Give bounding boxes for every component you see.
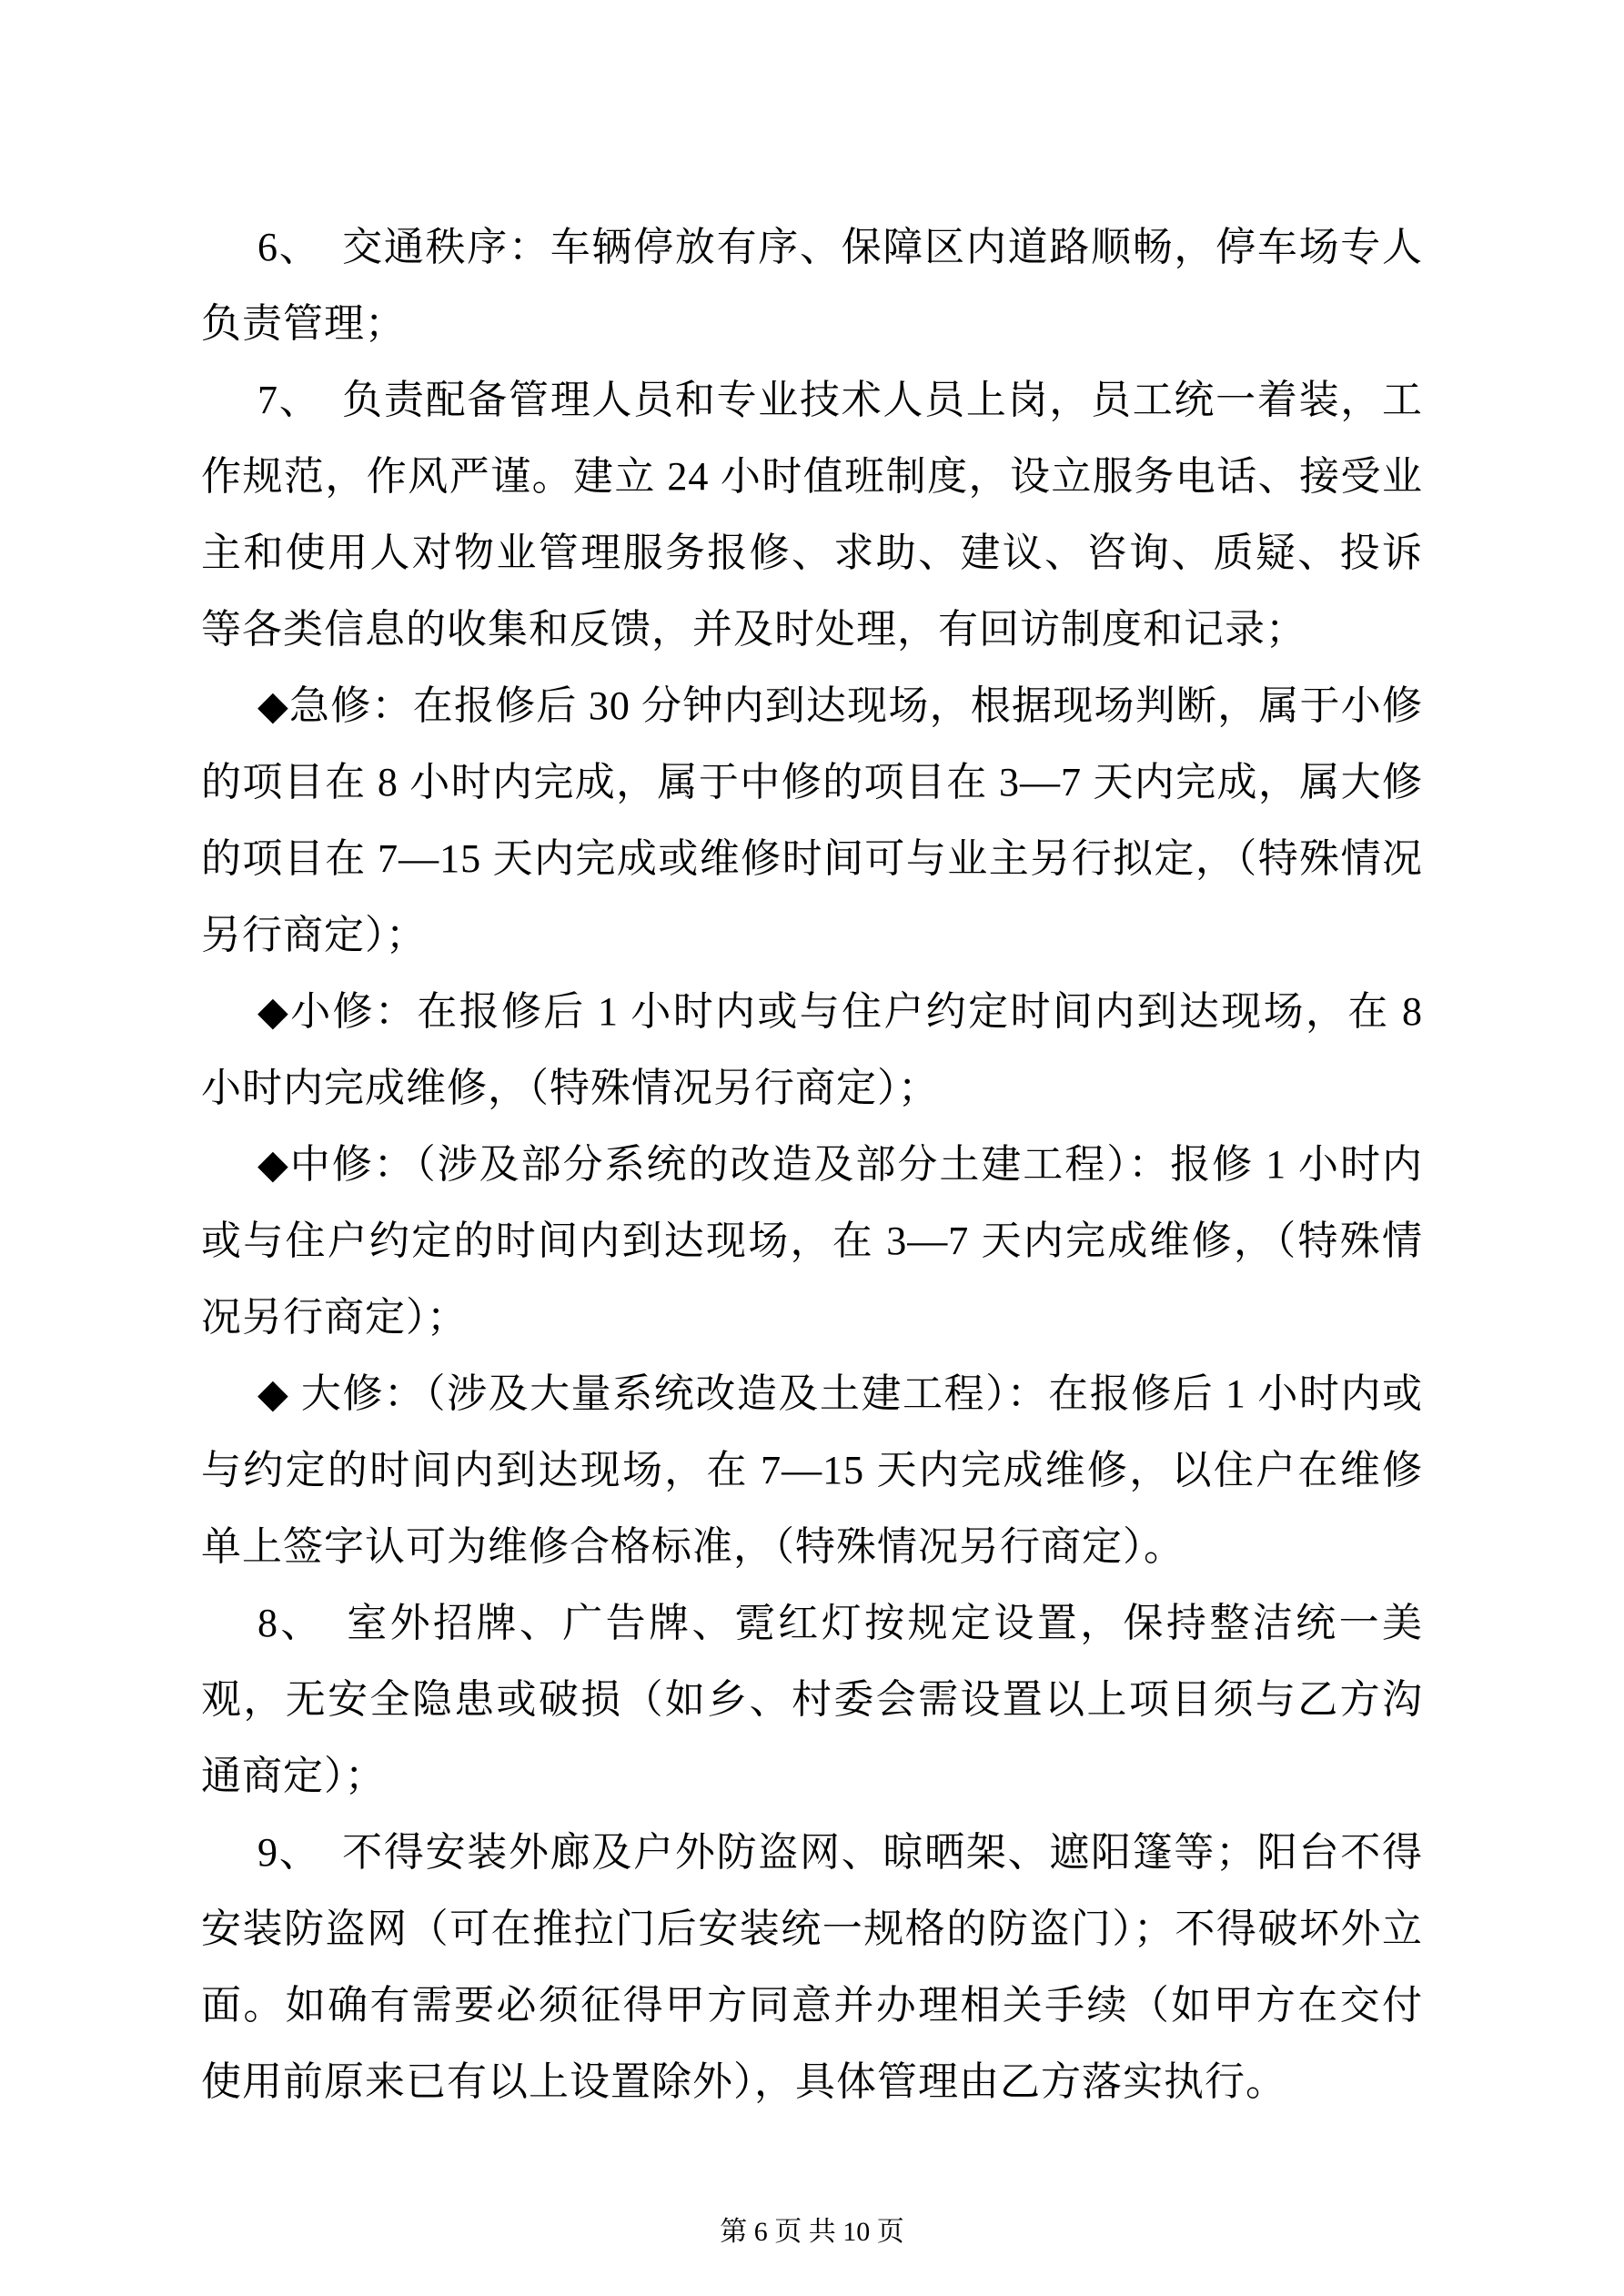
- page-number-footer: 第 6 页 共 10 页: [720, 2217, 904, 2247]
- paragraph-item-7: 7、 负责配备管理人员和专业技术人员上岗，员工统一着装，工作规范，作风严谨。建立 24 小时值班制度，设立服务电话、接受业主和使用人对物业管理服务报修、求助、建议、咨询、质疑、投诉等各类信息的收集和反馈，并及时处理，有回访制度和记录；: [201, 378, 1423, 652]
- paragraph-bullet-minor-repair: ◆小修：在报修后 1 小时内或与住户约定时间内到达现场，在 8 小时内完成维修，（特殊情况另行商定）；: [201, 989, 1423, 1110]
- paragraph-bullet-urgent-repair: ◆急修：在报修后 30 分钟内到达现场，根据现场判断，属于小修的项目在 8 小时内完成，属于中修的项目在 3—7 天内完成，属大修的项目在 7—15 天内完成或维修时间可与业主另行拟定，（特殊情况另行商定）；: [201, 683, 1423, 957]
- paragraph-item-6: 6、 交通秩序：车辆停放有序、保障区内道路顺畅，停车场专人负责管理；: [201, 225, 1423, 346]
- paragraph-item-9: 9、 不得安装外廊及户外防盗网、晾晒架、遮阳篷等；阳台不得安装防盗网（可在推拉门后安装统一规格的防盗门）；不得破坏外立面。如确有需要必须征得甲方同意并办理相关手续（如甲方在交付使用前原来已有以上设置除外），具体管理由乙方落实执行。: [201, 1830, 1423, 2104]
- paragraph-bullet-major-repair: ◆ 大修：（涉及大量系统改造及土建工程）：在报修后 1 小时内或与约定的时间内到达现场，在 7—15 天内完成维修，以住户在维修单上签字认可为维修合格标准，（特殊情况另行商定）。: [201, 1371, 1423, 1569]
- paragraph-bullet-medium-repair: ◆中修：（涉及部分系统的改造及部分土建工程）：报修 1 小时内或与住户约定的时间内到达现场，在 3—7 天内完成维修，（特殊情况另行商定）；: [201, 1142, 1423, 1340]
- paragraph-item-8: 8、 室外招牌、广告牌、霓红灯按规定设置，保持整洁统一美观，无安全隐患或破损（如乡、村委会需设置以上项目须与乙方沟通商定）；: [201, 1601, 1423, 1798]
- document-body: [201, 209, 1423, 2120]
